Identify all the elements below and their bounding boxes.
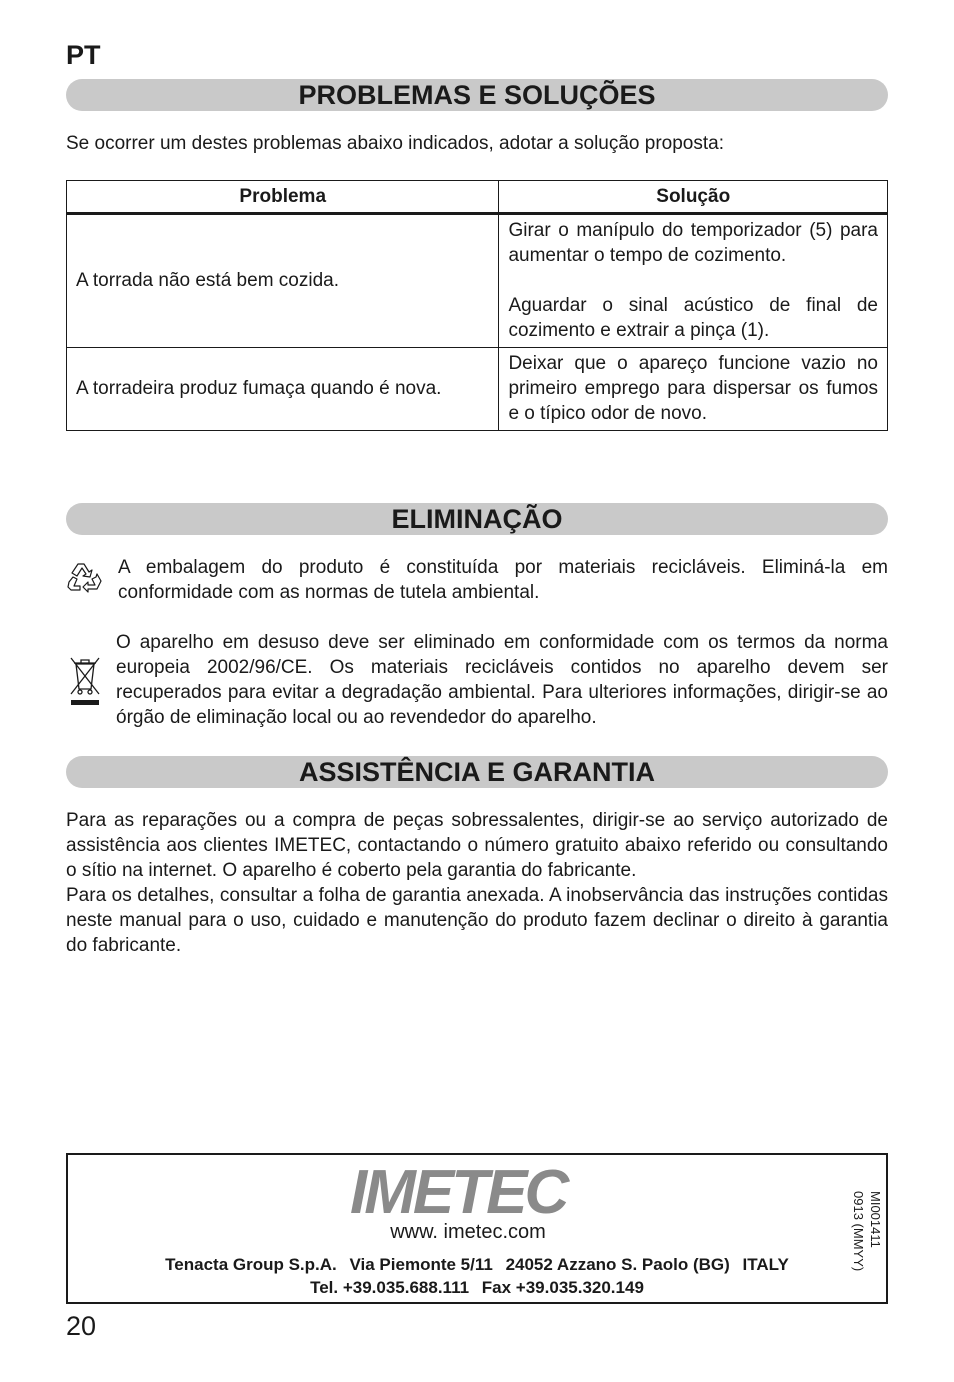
warranty-paragraph: Para as reparações ou a compra de peças sobressalentes, dirigir-se ao serviço autorizado de assistência aos clientes IMETEC, contactando o número gratuito abaixo referido ou consultando o sítio na internet. O aparelho é coberto pela garantia do fabricante. bbox=[66, 810, 888, 881]
crossed-bin-icon bbox=[68, 654, 102, 706]
weee-text: O aparelho em desuso deve ser eliminado em conformidade com os termos da norma europeia 2002/96/CE. Os materiais recicláveis contidos no aparelho devem ser recuperados para evitar a degradação ambiental. Para ulteriores informações, dirigir-se ao órgão de eliminação local ou ao revendedor do aparelho. bbox=[116, 632, 888, 728]
solution-cell bbox=[499, 348, 888, 431]
solution-text: Aguardar o sinal acústico de final de cozimento e extrair a pinça (1). bbox=[508, 295, 878, 341]
recycle-icon bbox=[64, 560, 106, 600]
problem-cell: A torrada não está bem cozida. bbox=[67, 214, 499, 348]
header-solution: Solução bbox=[499, 181, 888, 214]
table-header-row bbox=[67, 181, 888, 214]
company-tel: Tel. +39.035.688.111 bbox=[310, 1278, 470, 1297]
problem-cell: A torradeira produz fumaça quando é nova. bbox=[67, 348, 499, 431]
section-title-warranty: ASSISTÊNCIA E GARANTIA bbox=[66, 756, 888, 788]
header-problem: Problema bbox=[67, 181, 499, 214]
company-name: Tenacta Group S.p.A. bbox=[165, 1255, 337, 1274]
company-fax: Fax +39.035.320.149 bbox=[481, 1278, 644, 1297]
company-city: 24052 Azzano S. Paolo (BG) bbox=[505, 1255, 730, 1274]
section-title-disposal: ELIMINAÇÃO bbox=[66, 503, 888, 535]
table-row bbox=[67, 214, 888, 348]
recycle-text: A embalagem do produto é constituída por materiais recicláveis. Eliminá-la em conformidade com as normas de tutela ambiental. bbox=[118, 557, 888, 603]
company-street: Via Piemonte 5/11 bbox=[349, 1255, 493, 1274]
problems-table bbox=[66, 180, 888, 431]
brand-name: IMETEC bbox=[350, 1161, 567, 1221]
solution-text: Deixar que o apareço funcione vazio no primeiro emprego para dispersar os fumos e o típico odor de novo. bbox=[508, 353, 878, 424]
section-title-problems: PROBLEMAS E SOLUÇÕES bbox=[66, 79, 888, 111]
page-number: 20 bbox=[66, 1311, 97, 1341]
solution-cell bbox=[499, 214, 888, 348]
warranty-paragraph: Para os detalhes, consultar a folha de garantia anexada. A inobservância das instruções contidas neste manual para o uso, cuidado e manutenção do produto fazem declinar o direito à garantia do fabricante. bbox=[66, 885, 888, 956]
footer-box bbox=[66, 1153, 888, 1304]
document-code bbox=[850, 1191, 884, 1271]
company-country: ITALY bbox=[742, 1255, 789, 1274]
warranty-text bbox=[66, 808, 888, 958]
doc-date: 0913 (MMYY) bbox=[851, 1191, 866, 1272]
imetec-logo bbox=[348, 1161, 588, 1221]
website-url: www. imetec.com bbox=[390, 1221, 546, 1243]
company-address bbox=[68, 1253, 886, 1299]
doc-code: MI001411 bbox=[868, 1191, 883, 1248]
problems-intro: Se ocorrer um destes problemas abaixo indicados, adotar a solução proposta: bbox=[66, 133, 724, 154]
language-code: PT bbox=[66, 40, 101, 70]
solution-text: Girar o manípulo do temporizador (5) para aumentar o tempo de cozimento. bbox=[508, 220, 878, 266]
table-row bbox=[67, 348, 888, 431]
